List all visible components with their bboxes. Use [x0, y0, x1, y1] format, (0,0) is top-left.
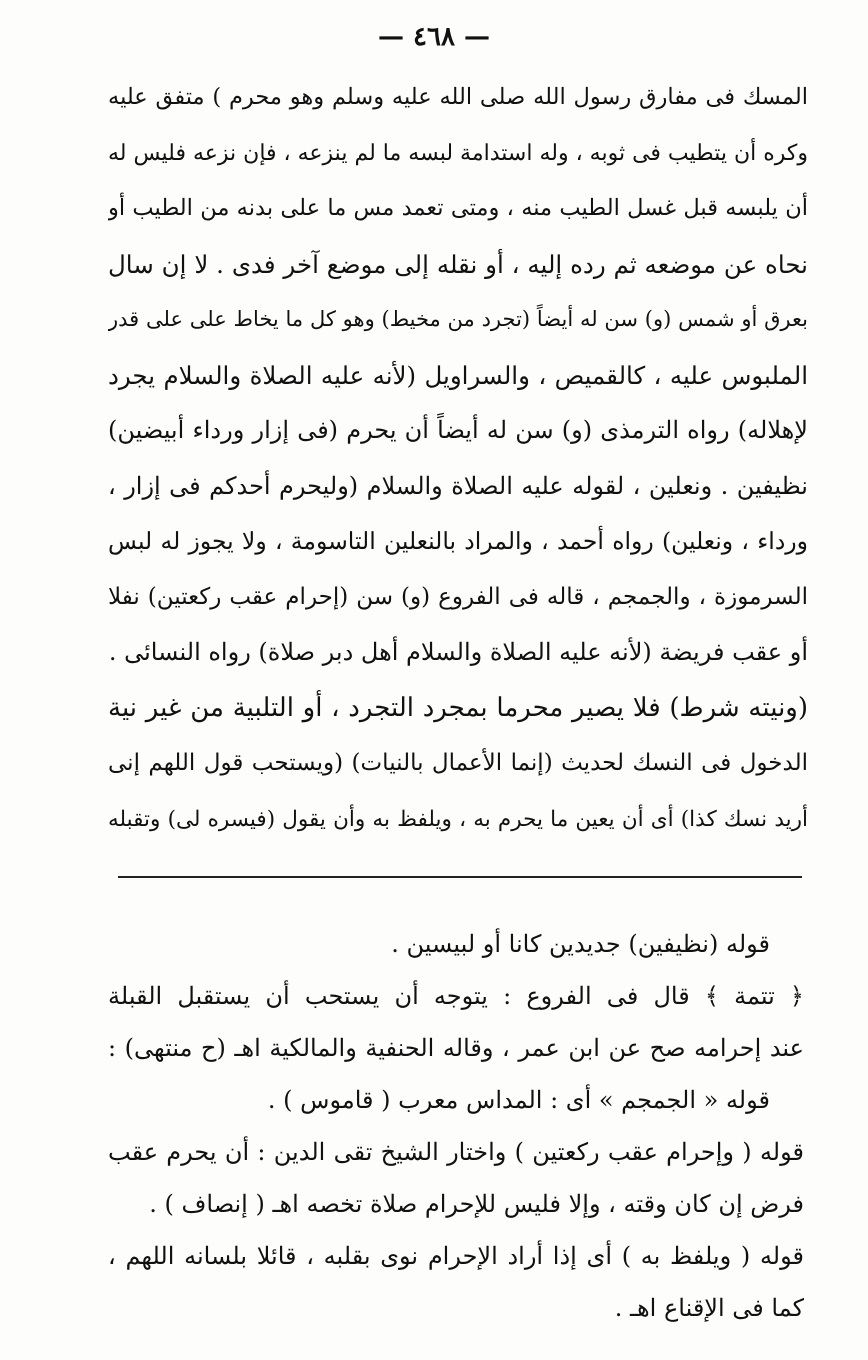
footnote-divider — [118, 876, 802, 878]
main-text-line: بعرق أو شمس (و) سن له أيضاً (تجرد من مخيط) وهو كل ما يخاط على على قدر — [108, 307, 808, 331]
main-text-line: أو عقب فريضة (لأنه عليه الصلاة والسلام أهل دبر صلاة) رواه النسائى . — [108, 638, 808, 666]
footnote-line: قوله ( ويلفظ به ) أى إذا أراد الإحرام نوى بقلبه ، قائلا بلسانه اللهم ، — [108, 1242, 804, 1270]
footnote-line: قوله (نظيفين) جديدين كانا أو لبيسين . — [391, 930, 770, 958]
main-text-line: نظيفين . ونعلين ، لقوله عليه الصلاة والسلام (وليحرم أحدكم فى إزار ، — [108, 471, 808, 500]
main-text-line: نحاه عن موضعه ثم رده إليه ، أو نقله إلى موضع آخر فدى . لا إن سال — [108, 249, 808, 279]
footnotes-block — [108, 918, 804, 1334]
main-text-line: وكره أن يتطيب فى ثوبه ، وله استدامة لبسه ما لم ينزعه ، فإن نزعه فليس له — [108, 140, 808, 166]
footnote-line: قوله « الجمجم » أى : المداس معرب ( قاموس ) . — [267, 1086, 770, 1114]
main-text-line: أريد نسك كذا) أى أن يعين ما يحرم به ، ويلفظ به وأن يقول (فيسره لى) وتقبله — [108, 806, 808, 832]
main-text-line: (ونيته شرط) فلا يصير محرما بمجرد التجرد ، أو التلبية من غير نية — [108, 692, 808, 723]
main-text-line: ورداء ، ونعلين) رواه أحمد ، والمراد بالنعلين التاسومة ، ولا يجوز له لبس — [108, 527, 808, 555]
footnote-line: قوله ( وإحرام عقب ركعتين ) واختار الشيخ تقى الدين : أن يحرم عقب — [108, 1138, 804, 1166]
main-text-line: الدخول فى النسك لحديث (إنما الأعمال بالنيات) (ويستحب قول اللهم إنى — [108, 750, 808, 776]
footnote-line: عند إحرامه صح عن ابن عمر ، وقاله الحنفية والمالكية اهـ (ح منتهى) : — [108, 1034, 804, 1062]
footnote-line: فرض إن كان وقته ، وإلا فليس للإحرام صلاة تخصه اهـ ( إنصاف ) . — [149, 1190, 804, 1218]
main-text-line: المسك فى مفارق رسول الله صلى الله عليه وسلم وهو محرم ) متفق عليه — [108, 84, 808, 110]
main-text-line: السرموزة ، والجمجم ، قاله فى الفروع (و) سن (إحرام عقب ركعتين) نفلا — [108, 583, 808, 610]
footnote-line: كما فى الإقناع اهـ . — [614, 1294, 804, 1322]
main-text-line: الملبوس عليه ، كالقميص ، والسراويل (لأنه عليه الصلاة والسلام يجرد — [108, 360, 808, 390]
footnote-line: ﴿ تتمة ﴾ قال فى الفروع : يتوجه أن يستحب أن يستقبل القبلة — [108, 982, 804, 1010]
main-text-line: لإهلاله) رواه الترمذى (و) سن له أيضاً أن يحرم (فى إزار ورداء أبيضين) — [108, 416, 808, 444]
page-number: — ٤٦٨ — — [377, 22, 491, 52]
main-text-block — [108, 70, 808, 847]
main-text-line: أن يلبسه قبل غسل الطيب منه ، ومتى تعمد مس ما على بدنه من الطيب أو — [108, 195, 808, 221]
